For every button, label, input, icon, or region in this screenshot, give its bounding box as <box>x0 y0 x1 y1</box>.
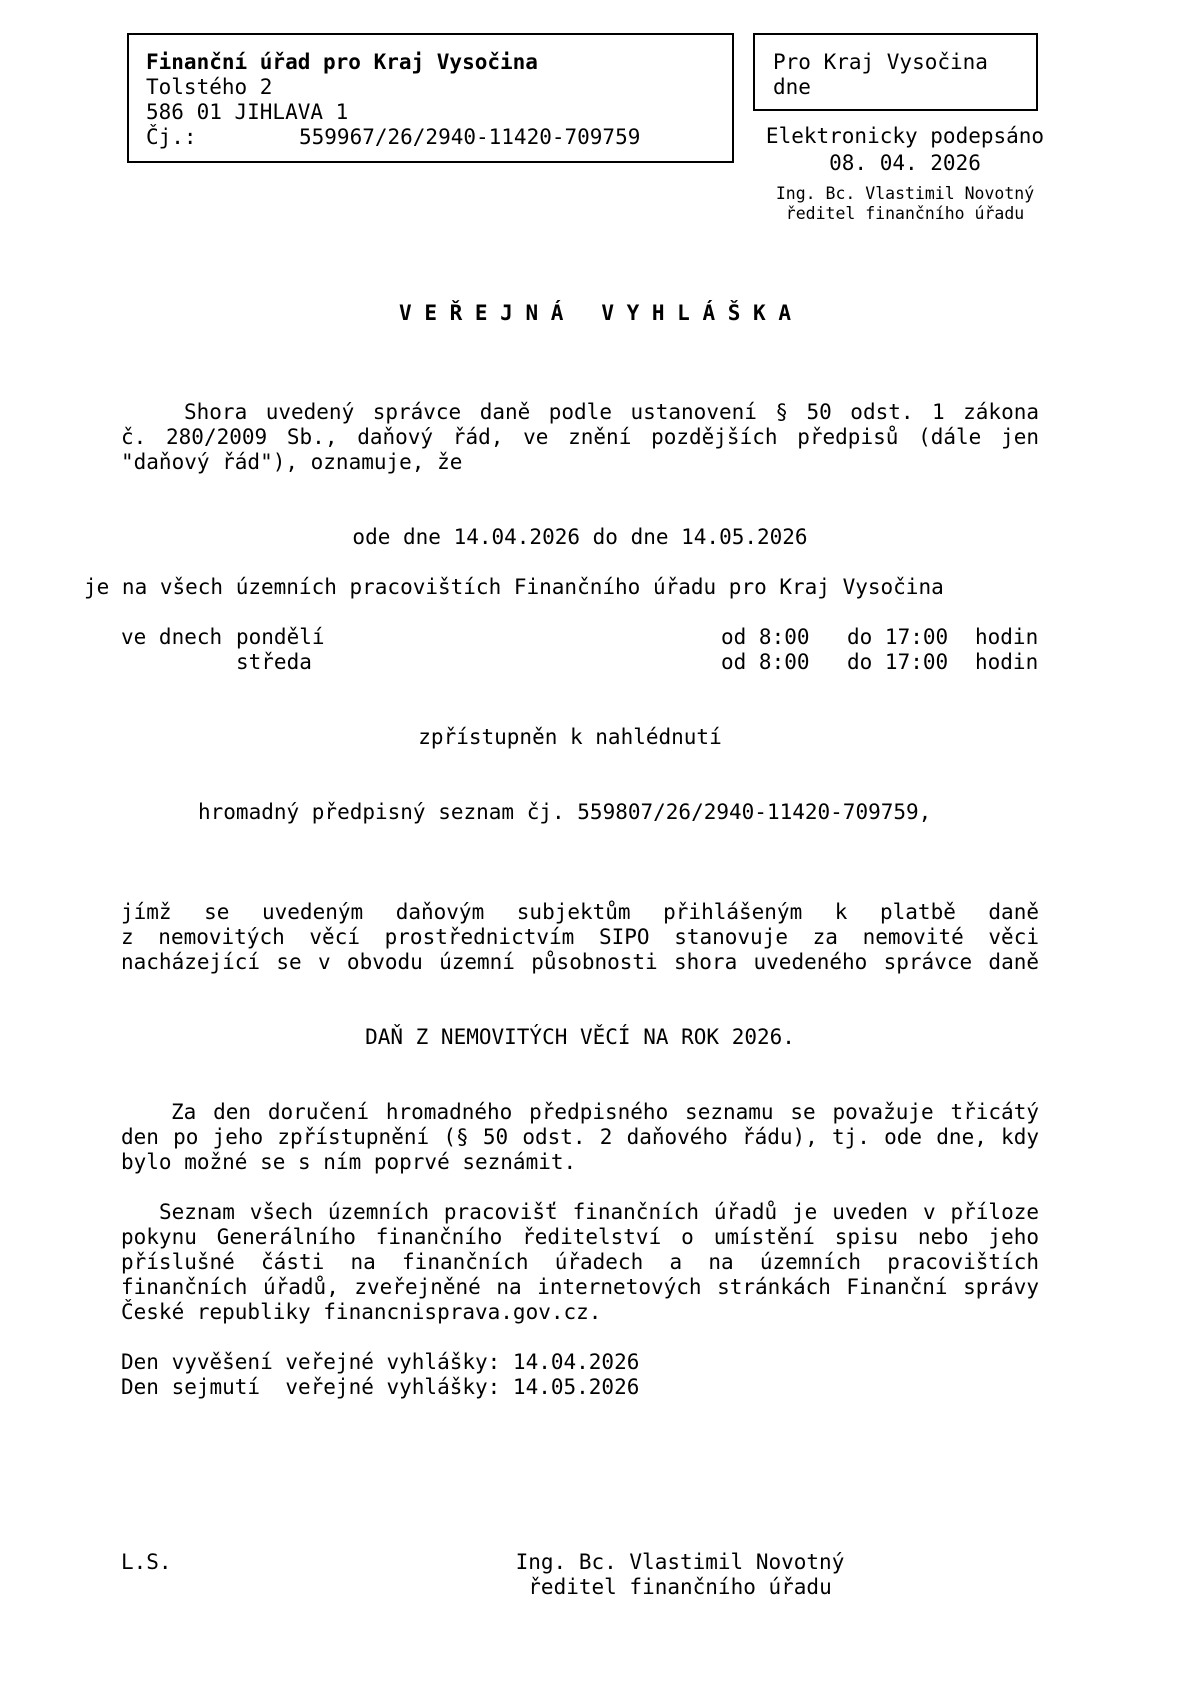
signature-title: ředitel finančního úřadu <box>785 204 1025 223</box>
tax-text: DAŇ Z NEMOVITÝCH VĚCÍ NA ROK 2026. <box>365 1025 795 1049</box>
office-city: 586 01 JIHLAVA 1 <box>146 100 349 124</box>
intro-line-1: Shora uvedený správce daně podle ustanovení § 50 odst. 1 zákona <box>184 400 1039 424</box>
schedule-unit-1: hodin <box>975 625 1039 649</box>
signature-name: Ing. Bc. Vlastimil Novotný <box>775 184 1035 203</box>
footer-title: ředitel finančního úřadu <box>528 1575 832 1599</box>
schedule-day-1: pondělí <box>236 625 325 649</box>
delivery-line-2: den po jeho zpřístupnění (§ 50 odst. 2 daňového řádu), tj. ode dne, kdy <box>121 1125 1039 1149</box>
reference-number: 559967/26/2940-11420-709759 <box>299 125 641 149</box>
schedule-day-2: středa <box>236 650 312 674</box>
offices-line-5: České republiky financnisprava.gov.cz. <box>121 1300 602 1324</box>
subjects-line-1: jímž se uvedeným daňovým subjektům přihlášeným k platbě daně <box>121 900 1039 924</box>
offices-line-2: pokynu Generálního finančního ředitelství o umístění spisu nebo jeho <box>121 1225 1039 1249</box>
subjects-line-2: z nemovitých věcí prostřednictvím SIPO stanovuje za nemovité věci <box>121 925 1039 949</box>
recipient-line-2: dne <box>773 75 811 99</box>
posted-date: Den vyvěšení veřejné vyhlášky: 14.04.2026 <box>121 1350 640 1374</box>
location-text: je na všech územních pracovištích Finančního úřadu pro Kraj Vysočina <box>84 575 944 599</box>
signature-date: 08. 04. 2026 <box>829 151 981 175</box>
delivery-line-1: Za den doručení hromadného předpisného seznamu se považuje třicátý <box>171 1100 1039 1124</box>
schedule-to-1: do 17:00 <box>847 625 949 649</box>
schedule-prefix: ve dnech <box>121 625 223 649</box>
intro-line-2: č. 280/2009 Sb., daňový řád, ve znění pozdějších předpisů (dále jen <box>121 425 1039 449</box>
schedule-from-1: od 8:00 <box>721 625 810 649</box>
reference-label: Čj.: <box>146 125 197 149</box>
recipient-line-1: Pro Kraj Vysočina <box>773 50 988 74</box>
intro-line-3: "daňový řád"), oznamuje, že <box>121 450 463 474</box>
offices-line-3: příslušné části na finančních úřadech a na územních pracovištích <box>121 1250 1039 1274</box>
offices-paragraph <box>121 1200 1039 1325</box>
delivery-paragraph <box>121 1100 1039 1175</box>
office-street: Tolstého 2 <box>146 75 273 99</box>
list-reference: hromadný předpisný seznam čj. 559807/26/2940-11420-709759, <box>198 800 932 824</box>
footer-name: Ing. Bc. Vlastimil Novotný <box>515 1550 845 1574</box>
subjects-line-3: nacházející se v obvodu územní působnosti shora uvedeného správce daně <box>121 950 1039 974</box>
office-name: Finanční úřad pro Kraj Vysočina <box>146 50 538 74</box>
delivery-line-3: bylo možné se s ním poprvé seznámit. <box>121 1150 577 1174</box>
offices-line-1: Seznam všech územních pracovišť finančních úřadů je uveden v příloze <box>159 1200 1039 1224</box>
offices-line-4: finančních úřadů, zveřejněné na internetových stránkách Finanční správy <box>121 1275 1039 1299</box>
signature-label: Elektronicky podepsáno <box>765 124 1045 148</box>
document-title: V E Ř E J N Á V Y H L Á Š K A <box>399 301 791 325</box>
subjects-paragraph <box>121 900 1039 975</box>
schedule-unit-2: hodin <box>975 650 1039 674</box>
intro-paragraph <box>121 400 1039 475</box>
schedule-to-2: do 17:00 <box>847 650 949 674</box>
period-text: ode dne 14.04.2026 do dne 14.05.2026 <box>352 525 808 549</box>
schedule-from-2: od 8:00 <box>721 650 810 674</box>
available-text: zpřístupněn k nahlédnutí <box>418 725 722 749</box>
removed-date: Den sejmutí veřejné vyhlášky: 14.05.2026 <box>121 1375 640 1399</box>
seal-mark: L.S. <box>121 1550 172 1574</box>
